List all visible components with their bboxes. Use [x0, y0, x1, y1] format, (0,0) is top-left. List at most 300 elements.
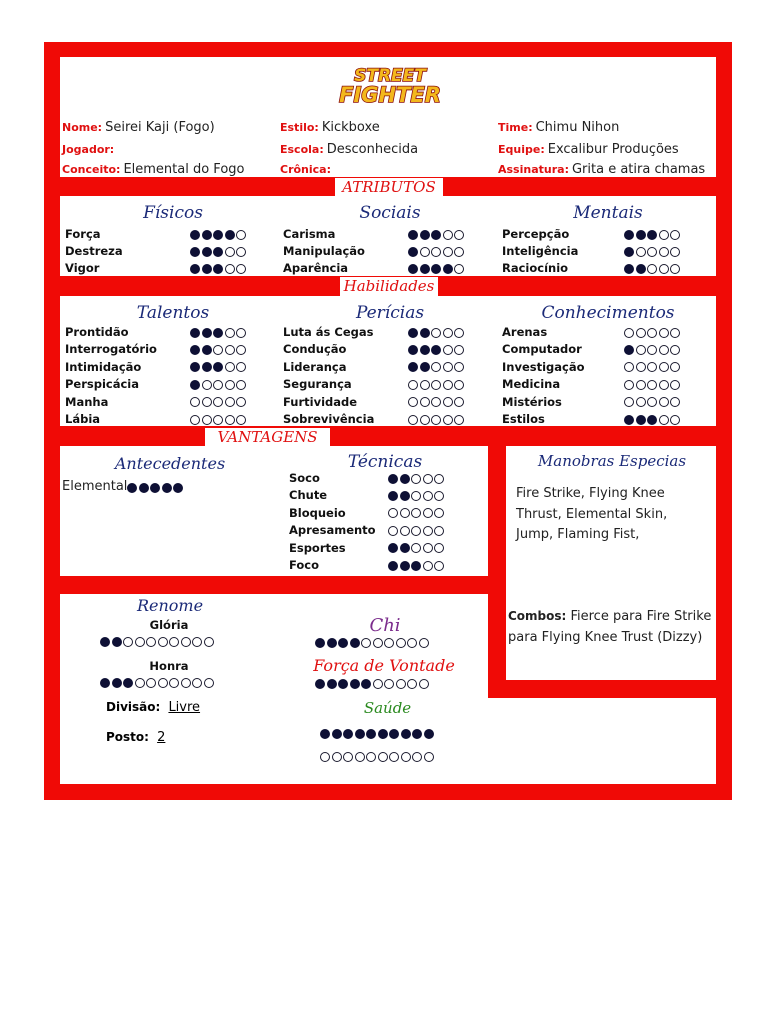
- empty-dot: [396, 679, 406, 689]
- filled-dot: [420, 328, 430, 338]
- empty-dot: [670, 415, 680, 425]
- filled-dot: [431, 264, 441, 274]
- filled-dot: [112, 637, 122, 647]
- empty-dot: [236, 328, 246, 338]
- filled-dot: [408, 230, 418, 240]
- identity-field: [280, 116, 380, 135]
- filled-dot: [202, 230, 212, 240]
- filled-dot: [213, 362, 223, 372]
- abilities-trait-name: Perspicácia: [65, 377, 140, 392]
- empty-dot: [423, 526, 433, 536]
- empty-dot: [384, 679, 394, 689]
- empty-dot: [373, 679, 383, 689]
- abilities-trait-dots: [190, 378, 248, 390]
- filled-dot: [624, 230, 634, 240]
- abilities-trait-dots: [624, 343, 682, 355]
- attributes-trait-dots: [624, 262, 682, 274]
- empty-dot: [431, 362, 441, 372]
- attributes-trait-dots: [408, 228, 466, 240]
- empty-dot: [659, 328, 669, 338]
- empty-dot: [412, 752, 422, 762]
- abilities-trait-dots: [190, 396, 248, 408]
- filled-dot: [202, 362, 212, 372]
- identity-label: Equipe:: [498, 143, 545, 156]
- empty-dot: [204, 637, 214, 647]
- abilities-trait-dots: [190, 343, 248, 355]
- empty-dot: [190, 415, 200, 425]
- empty-dot: [190, 397, 200, 407]
- filled-dot: [431, 345, 441, 355]
- empty-dot: [670, 328, 680, 338]
- filled-dot: [123, 678, 133, 688]
- filled-dot: [225, 230, 235, 240]
- filled-dot: [213, 230, 223, 240]
- filled-dot: [443, 264, 453, 274]
- identity-label: Jogador:: [62, 143, 115, 156]
- abilities-trait-dots: [624, 396, 682, 408]
- attributes-trait-name: Vigor: [65, 261, 100, 275]
- filled-dot: [139, 483, 149, 493]
- filled-dot: [190, 230, 200, 240]
- filled-dot: [388, 474, 398, 484]
- empty-dot: [443, 345, 453, 355]
- attributes-trait-name: Inteligência: [502, 244, 579, 258]
- empty-dot: [454, 247, 464, 257]
- empty-dot: [670, 362, 680, 372]
- abilities-trait-name: Liderança: [283, 359, 347, 374]
- technique-dots: [388, 524, 446, 536]
- empty-dot: [424, 752, 434, 762]
- attributes-trait-name: Manipulação: [283, 244, 365, 258]
- empty-dot: [423, 474, 433, 484]
- empty-dot: [192, 637, 202, 647]
- filled-dot: [112, 678, 122, 688]
- empty-dot: [225, 415, 235, 425]
- filled-dot: [190, 362, 200, 372]
- filled-dot: [408, 328, 418, 338]
- filled-dot: [190, 264, 200, 274]
- empty-dot: [366, 752, 376, 762]
- abilities-trait-name: Luta ás Cegas: [283, 325, 374, 339]
- abilities-trait-dots: [624, 378, 682, 390]
- renown-title: Renome: [136, 596, 204, 615]
- abilities-trait-dots: [624, 361, 682, 373]
- street-fighter-logo: [330, 60, 450, 108]
- empty-dot: [420, 397, 430, 407]
- division-row: [106, 700, 200, 715]
- empty-dot: [135, 637, 145, 647]
- filled-dot: [624, 345, 634, 355]
- identity-value: Elemental do Fogo: [123, 162, 245, 177]
- filled-dot: [420, 264, 430, 274]
- empty-dot: [158, 678, 168, 688]
- empty-dot: [636, 397, 646, 407]
- filled-dot: [327, 638, 337, 648]
- empty-dot: [636, 328, 646, 338]
- identity-label: Crônica:: [280, 163, 331, 176]
- chi-title: Chi: [369, 615, 401, 636]
- identity-field: [498, 138, 679, 157]
- filled-dot: [420, 230, 430, 240]
- filled-dot: [400, 561, 410, 571]
- technique-dots: [388, 507, 446, 519]
- empty-dot: [236, 345, 246, 355]
- combos-text: Fierce para Fire Strike para Flying Knee Trust (Dizzy): [508, 609, 712, 645]
- identity-label: Time:: [498, 121, 533, 134]
- empty-dot: [384, 638, 394, 648]
- filled-dot: [100, 678, 110, 688]
- empty-dot: [408, 397, 418, 407]
- attributes-trait-dots: [190, 245, 248, 257]
- filled-dot: [408, 264, 418, 274]
- filled-dot: [173, 483, 183, 493]
- combos-label: Combos:: [508, 609, 567, 623]
- empty-dot: [396, 638, 406, 648]
- abilities-trait-name: Manha: [65, 394, 109, 409]
- identity-value: Excalibur Produções: [547, 142, 679, 157]
- willpower-title: Força de Vontade: [313, 656, 455, 675]
- empty-dot: [454, 345, 464, 355]
- empty-dot: [431, 247, 441, 257]
- empty-dot: [647, 380, 657, 390]
- empty-dot: [408, 380, 418, 390]
- empty-dot: [670, 247, 680, 257]
- abilities-trait-name: Lábia: [65, 412, 101, 426]
- empty-dot: [236, 415, 246, 425]
- identity-label: Assinatura:: [498, 163, 569, 176]
- empty-dot: [378, 752, 388, 762]
- empty-dot: [213, 380, 223, 390]
- empty-dot: [146, 637, 156, 647]
- abilities-trait-dots: [408, 361, 466, 373]
- empty-dot: [225, 362, 235, 372]
- honra-label: Honra: [149, 659, 189, 673]
- empty-dot: [636, 247, 646, 257]
- filled-dot: [202, 264, 212, 274]
- filled-dot: [400, 491, 410, 501]
- empty-dot: [419, 679, 429, 689]
- filled-dot: [408, 247, 418, 257]
- empty-dot: [388, 526, 398, 536]
- empty-dot: [423, 508, 433, 518]
- identity-value: Desconhecida: [326, 142, 419, 157]
- technique-name: Apresamento: [289, 523, 376, 538]
- empty-dot: [401, 752, 411, 762]
- empty-dot: [423, 543, 433, 553]
- empty-dot: [135, 678, 145, 688]
- empty-dot: [670, 264, 680, 274]
- empty-dot: [659, 247, 669, 257]
- identity-label: Conceito:: [62, 163, 121, 176]
- empty-dot: [400, 526, 410, 536]
- filled-dot: [190, 345, 200, 355]
- special-title: Manobras Especias: [537, 452, 687, 470]
- empty-dot: [454, 380, 464, 390]
- empty-dot: [454, 397, 464, 407]
- filled-dot: [202, 328, 212, 338]
- abilities-trait-dots: [408, 326, 466, 338]
- chi-dots: [315, 636, 430, 648]
- empty-dot: [225, 397, 235, 407]
- attributes-title-0: Físicos: [143, 203, 203, 223]
- filled-dot: [327, 679, 337, 689]
- abilities-trait-dots: [408, 396, 466, 408]
- abilities-trait-dots: [408, 343, 466, 355]
- empty-dot: [225, 345, 235, 355]
- empty-dot: [420, 380, 430, 390]
- empty-dot: [423, 561, 433, 571]
- filled-dot: [424, 729, 434, 739]
- combos-block: [508, 606, 714, 648]
- empty-dot: [389, 752, 399, 762]
- filled-dot: [420, 362, 430, 372]
- empty-dot: [411, 474, 421, 484]
- filled-dot: [350, 638, 360, 648]
- empty-dot: [454, 328, 464, 338]
- rank-row: [106, 730, 165, 745]
- empty-dot: [388, 508, 398, 518]
- abilities-trait-dots: [624, 413, 682, 425]
- empty-dot: [670, 397, 680, 407]
- empty-dot: [408, 415, 418, 425]
- backgrounds-title: Antecedentes: [114, 454, 226, 473]
- empty-dot: [202, 415, 212, 425]
- empty-dot: [169, 678, 179, 688]
- abilities-trait-dots: [408, 413, 466, 425]
- empty-dot: [443, 362, 453, 372]
- technique-name: Esportes: [289, 540, 346, 555]
- empty-dot: [659, 362, 669, 372]
- abilities-title-0: Talentos: [136, 303, 210, 323]
- filled-dot: [624, 264, 634, 274]
- empty-dot: [181, 637, 191, 647]
- empty-dot: [192, 678, 202, 688]
- division-label: Divisão:: [106, 700, 161, 714]
- empty-dot: [434, 508, 444, 518]
- technique-dots: [388, 559, 446, 571]
- section-atributos: ATRIBUTOS: [335, 178, 443, 197]
- empty-dot: [320, 752, 330, 762]
- filled-dot: [389, 729, 399, 739]
- empty-dot: [343, 752, 353, 762]
- logo-line2: FIGHTER: [339, 83, 441, 107]
- filled-dot: [213, 264, 223, 274]
- empty-dot: [670, 380, 680, 390]
- filled-dot: [408, 362, 418, 372]
- filled-dot: [190, 380, 200, 390]
- empty-dot: [213, 397, 223, 407]
- filled-dot: [647, 230, 657, 240]
- empty-dot: [624, 397, 634, 407]
- attributes-trait-name: Percepção: [502, 227, 570, 241]
- filled-dot: [388, 543, 398, 553]
- filled-dot: [401, 729, 411, 739]
- abilities-trait-name: Computador: [502, 342, 582, 357]
- logo-line1: STREET: [354, 66, 426, 86]
- empty-dot: [454, 230, 464, 240]
- empty-dot: [423, 491, 433, 501]
- attributes-title-2: Mentais: [573, 203, 643, 223]
- empty-dot: [659, 264, 669, 274]
- empty-dot: [434, 474, 444, 484]
- filled-dot: [408, 345, 418, 355]
- filled-dot: [338, 679, 348, 689]
- empty-dot: [636, 362, 646, 372]
- filled-dot: [202, 345, 212, 355]
- filled-dot: [412, 729, 422, 739]
- empty-dot: [236, 247, 246, 257]
- background-dots: [127, 481, 185, 493]
- identity-label: Nome:: [62, 121, 103, 134]
- empty-dot: [431, 415, 441, 425]
- empty-dot: [204, 678, 214, 688]
- attributes-trait-name: Força: [65, 227, 101, 241]
- empty-dot: [411, 543, 421, 553]
- empty-dot: [434, 543, 444, 553]
- filled-dot: [100, 637, 110, 647]
- filled-dot: [636, 230, 646, 240]
- identity-field: [280, 138, 418, 157]
- health-dots-empty: [320, 750, 435, 762]
- abilities-trait-name: Segurança: [283, 377, 352, 392]
- honra-dots: [100, 676, 215, 688]
- filled-dot: [366, 729, 376, 739]
- empty-dot: [647, 397, 657, 407]
- technique-dots: [388, 472, 446, 484]
- filled-dot: [636, 415, 646, 425]
- attributes-trait-dots: [408, 245, 466, 257]
- empty-dot: [202, 380, 212, 390]
- empty-dot: [454, 362, 464, 372]
- empty-dot: [236, 397, 246, 407]
- empty-dot: [434, 491, 444, 501]
- filled-dot: [624, 247, 634, 257]
- health-title: Saúde: [363, 699, 412, 717]
- attributes-trait-dots: [408, 262, 466, 274]
- empty-dot: [659, 415, 669, 425]
- empty-dot: [146, 678, 156, 688]
- section-habilidades: Habilidades: [340, 277, 438, 296]
- empty-dot: [225, 247, 235, 257]
- empty-dot: [434, 526, 444, 536]
- empty-dot: [636, 380, 646, 390]
- empty-dot: [443, 328, 453, 338]
- empty-dot: [411, 526, 421, 536]
- identity-value: Grita e atira chamas: [571, 162, 706, 177]
- filled-dot: [411, 561, 421, 571]
- filled-dot: [213, 247, 223, 257]
- attributes-trait-dots: [190, 262, 248, 274]
- abilities-trait-name: Medicina: [502, 377, 561, 392]
- empty-dot: [624, 380, 634, 390]
- technique-name: Foco: [289, 558, 320, 572]
- techniques-title: Técnicas: [347, 452, 423, 472]
- filled-dot: [378, 729, 388, 739]
- empty-dot: [647, 264, 657, 274]
- filled-dot: [213, 328, 223, 338]
- attributes-trait-name: Destreza: [65, 244, 123, 258]
- empty-dot: [647, 247, 657, 257]
- empty-dot: [236, 362, 246, 372]
- technique-name: Bloqueio: [289, 505, 346, 520]
- empty-dot: [123, 637, 133, 647]
- empty-dot: [431, 328, 441, 338]
- empty-dot: [443, 415, 453, 425]
- filled-dot: [624, 415, 634, 425]
- background-name: Elemental: [62, 479, 128, 494]
- attributes-trait-dots: [190, 228, 248, 240]
- abilities-trait-dots: [408, 378, 466, 390]
- abilities-trait-name: Condução: [283, 342, 347, 357]
- empty-dot: [431, 380, 441, 390]
- filled-dot: [420, 345, 430, 355]
- abilities-trait-dots: [624, 326, 682, 338]
- empty-dot: [647, 362, 657, 372]
- empty-dot: [213, 345, 223, 355]
- empty-dot: [202, 397, 212, 407]
- abilities-title-2: Conhecimentos: [541, 303, 675, 323]
- technique-name: Soco: [289, 471, 320, 485]
- filled-dot: [361, 679, 371, 689]
- filled-dot: [400, 474, 410, 484]
- empty-dot: [419, 638, 429, 648]
- abilities-trait-name: Prontidão: [65, 325, 129, 339]
- abilities-trait-name: Furtividade: [283, 394, 358, 409]
- identity-field: [280, 158, 334, 177]
- empty-dot: [454, 415, 464, 425]
- abilities-trait-name: Investigação: [502, 359, 585, 374]
- empty-dot: [213, 415, 223, 425]
- filled-dot: [190, 328, 200, 338]
- health-dots-filled: [320, 727, 435, 739]
- abilities-trait-name: Interrogatório: [65, 342, 157, 357]
- willpower-dots: [315, 677, 430, 689]
- empty-dot: [407, 679, 417, 689]
- gloria-label: Glória: [149, 618, 189, 632]
- abilities-trait-name: Sobrevivência: [283, 412, 375, 426]
- empty-dot: [670, 230, 680, 240]
- filled-dot: [343, 729, 353, 739]
- technique-name: Chute: [289, 488, 328, 503]
- empty-dot: [624, 362, 634, 372]
- filled-dot: [202, 247, 212, 257]
- section-vantagens: VANTAGENS: [205, 428, 330, 447]
- filled-dot: [320, 729, 330, 739]
- empty-dot: [181, 678, 191, 688]
- identity-field: [62, 116, 215, 135]
- empty-dot: [670, 345, 680, 355]
- filled-dot: [350, 679, 360, 689]
- empty-dot: [411, 508, 421, 518]
- empty-dot: [443, 380, 453, 390]
- identity-field: [498, 158, 705, 177]
- filled-dot: [388, 561, 398, 571]
- filled-dot: [315, 638, 325, 648]
- empty-dot: [236, 380, 246, 390]
- empty-dot: [361, 638, 371, 648]
- filled-dot: [431, 230, 441, 240]
- gloria-dots: [100, 635, 215, 647]
- filled-dot: [338, 638, 348, 648]
- empty-dot: [355, 752, 365, 762]
- rank-value: 2: [157, 730, 166, 745]
- empty-dot: [420, 247, 430, 257]
- filled-dot: [355, 729, 365, 739]
- attributes-trait-name: Aparência: [283, 261, 349, 275]
- empty-dot: [443, 397, 453, 407]
- rank-label: Posto:: [106, 730, 149, 744]
- empty-dot: [647, 328, 657, 338]
